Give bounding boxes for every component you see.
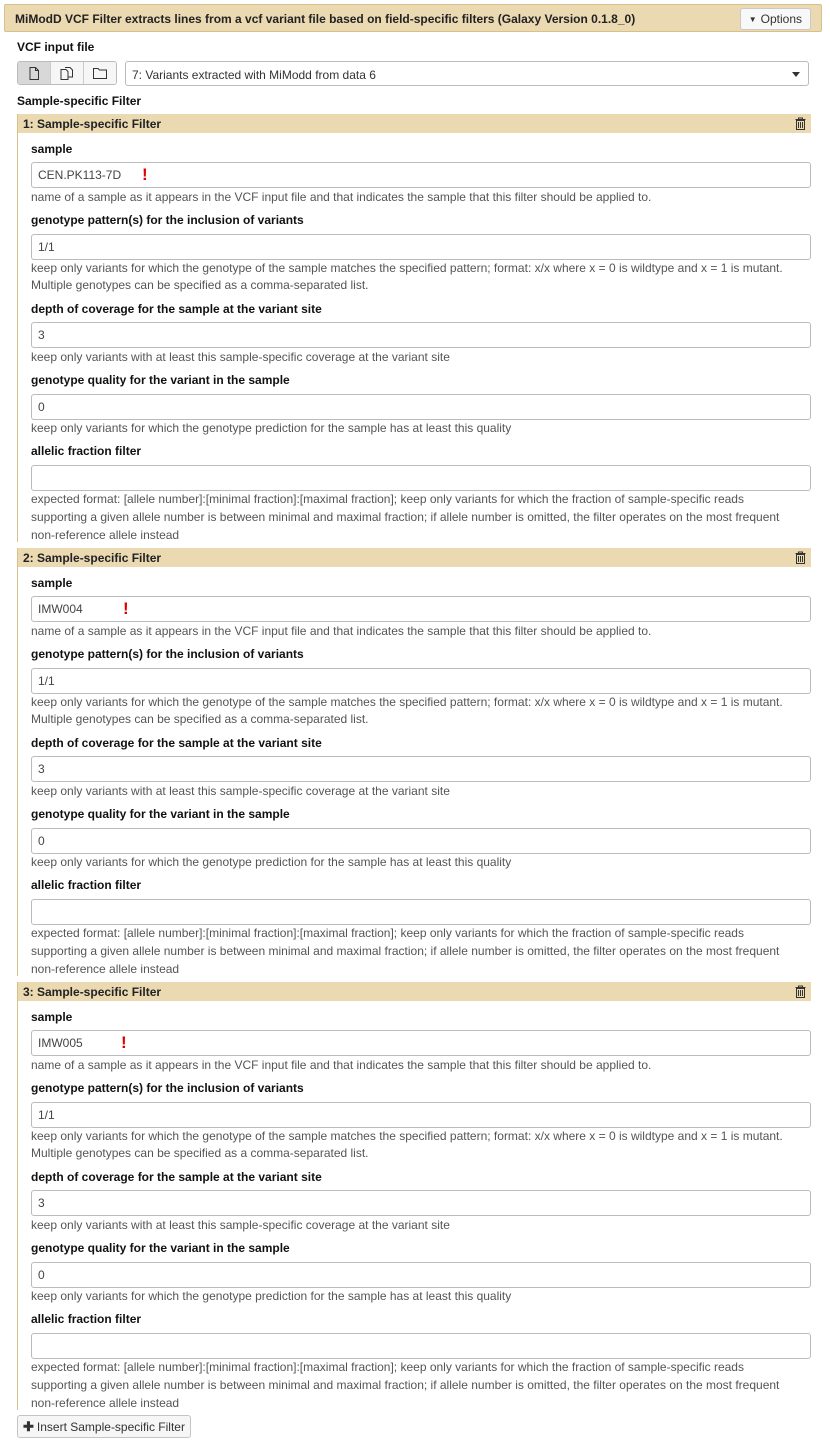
options-button[interactable] [740,8,811,30]
sample-help: name of a sample as it appears in the VCF input file and that indicates the sample that this filter should be applied to. [31,1058,652,1072]
genotype-input[interactable] [31,1102,811,1128]
genotype-label: genotype pattern(s) for the inclusion of variants [31,213,304,227]
quality-input[interactable] [31,1262,811,1288]
genotype-label: genotype pattern(s) for the inclusion of variants [31,1081,304,1095]
exclamation-icon: ! [121,1033,127,1052]
depth-input[interactable] [31,1190,811,1216]
genotype-help-2: Multiple genotypes can be specified as a comma-separated list. [31,278,369,292]
quality-label: genotype quality for the variant in the sample [31,373,290,387]
allelic-help-3: non-reference allele instead [31,962,180,976]
trash-icon[interactable] [795,985,806,998]
quality-input[interactable] [31,828,811,854]
depth-label: depth of coverage for the sample at the variant site [31,736,322,750]
quality-label: genotype quality for the variant in the sample [31,1241,290,1255]
chevron-down-icon [792,72,800,77]
allelic-help-2: supporting a given allele number is between minimal and maximal fraction; if allele number is omitted, the filter operates on the most frequent [31,944,780,958]
sample-input[interactable] [31,1030,811,1056]
tool-title: MiModD VCF Filter extracts lines from a vcf variant file based on field-specific filters (Galaxy Version 0.1.8_0) [15,12,636,26]
sample-input[interactable] [31,162,811,188]
genotype-help-1: keep only variants for which the genotype of the sample matches the specified pattern; format: x/x where x = 0 is wildtype and x = 1 is mutant. [31,261,783,275]
exclamation-icon: ! [142,165,148,184]
allelic-label: allelic fraction filter [31,1312,142,1326]
sample-label: sample [31,1010,73,1024]
depth-input[interactable] [31,322,811,348]
options-label: Options [760,12,802,26]
plus-icon: ✚ [23,1419,34,1434]
allelic-help-2: supporting a given allele number is between minimal and maximal fraction; if allele number is omitted, the filter operates on the most frequent [31,1378,780,1392]
genotype-help-1: keep only variants for which the genotype of the sample matches the specified pattern; format: x/x where x = 0 is wildtype and x = 1 is mutant. [31,1129,783,1143]
quality-input[interactable] [31,394,811,420]
allelic-help-1: expected format: [allele number]:[minimal fraction]:[maximal fraction]; keep only variants for which the fraction of sample-specific reads [31,1360,744,1374]
genotype-label: genotype pattern(s) for the inclusion of variants [31,647,304,661]
insert-filter-label: Insert Sample-specific Filter [36,1420,185,1434]
dataset-type-toggle [17,61,117,85]
sample-filter-1-title: 1: Sample-specific Filter [23,117,162,131]
depth-help: keep only variants with at least this sample-specific coverage at the variant site [31,784,450,798]
allelic-help-1: expected format: [allele number]:[minimal fraction]:[maximal fraction]; keep only variants for which the fraction of sample-specific reads [31,926,744,940]
quality-help: keep only variants for which the genotype prediction for the sample has at least this quality [31,855,512,869]
depth-help: keep only variants with at least this sample-specific coverage at the variant site [31,350,450,364]
allelic-label: allelic fraction filter [31,878,142,892]
trash-icon[interactable] [795,117,806,130]
sample-filter-1-header [18,114,811,133]
allelic-label: allelic fraction filter [31,444,142,458]
depth-label: depth of coverage for the sample at the variant site [31,302,322,316]
allelic-input[interactable] [31,1333,811,1359]
allelic-input[interactable] [31,899,811,925]
quality-label: genotype quality for the variant in the sample [31,807,290,821]
files-icon [60,67,74,80]
dataset-collection-button[interactable] [84,62,116,84]
sample-filter-2-header [18,548,811,567]
allelic-input[interactable] [31,465,811,491]
insert-filter-button[interactable] [17,1415,191,1438]
exclamation-icon: ! [123,599,129,618]
vcf-input-selected: 7: Variants extracted with MiModd from data 6 [132,68,376,82]
allelic-help-2: supporting a given allele number is between minimal and maximal fraction; if allele number is omitted, the filter operates on the most frequent [31,510,780,524]
sample-filter-1 [17,114,810,542]
sample-input[interactable] [31,596,811,622]
caret-down-icon: ▼ [748,15,757,24]
sample-filter-3 [17,982,810,1410]
sample-filter-2-title: 2: Sample-specific Filter [23,551,162,565]
genotype-help-2: Multiple genotypes can be specified as a comma-separated list. [31,1146,369,1160]
genotype-help-1: keep only variants for which the genotype of the sample matches the specified pattern; format: x/x where x = 0 is wildtype and x = 1 is mutant. [31,695,783,709]
genotype-input[interactable] [31,234,811,260]
sample-label: sample [31,142,73,156]
folder-icon [93,67,107,79]
depth-label: depth of coverage for the sample at the variant site [31,1170,322,1184]
allelic-help-3: non-reference allele instead [31,528,180,542]
section-label: Sample-specific Filter [17,94,142,108]
trash-icon[interactable] [795,551,806,564]
sample-help: name of a sample as it appears in the VCF input file and that indicates the sample that this filter should be applied to. [31,190,652,204]
quality-help: keep only variants for which the genotype prediction for the sample has at least this quality [31,421,512,435]
genotype-input[interactable] [31,668,811,694]
allelic-help-3: non-reference allele instead [31,1396,180,1410]
sample-help: name of a sample as it appears in the VCF input file and that indicates the sample that this filter should be applied to. [31,624,652,638]
sample-filter-3-header [18,982,811,1001]
allelic-help-1: expected format: [allele number]:[minimal fraction]:[maximal fraction]; keep only variants for which the fraction of sample-specific reads [31,492,744,506]
tool-header [4,4,822,32]
depth-input[interactable] [31,756,811,782]
vcf-input-label: VCF input file [17,40,95,54]
vcf-input-select[interactable] [125,61,809,86]
single-dataset-button[interactable] [18,62,51,84]
file-icon [28,67,40,80]
sample-filter-2 [17,548,810,976]
quality-help: keep only variants for which the genotype prediction for the sample has at least this quality [31,1289,512,1303]
genotype-help-2: Multiple genotypes can be specified as a comma-separated list. [31,712,369,726]
sample-label: sample [31,576,73,590]
multiple-datasets-button[interactable] [51,62,84,84]
sample-filter-3-title: 3: Sample-specific Filter [23,985,162,999]
depth-help: keep only variants with at least this sample-specific coverage at the variant site [31,1218,450,1232]
